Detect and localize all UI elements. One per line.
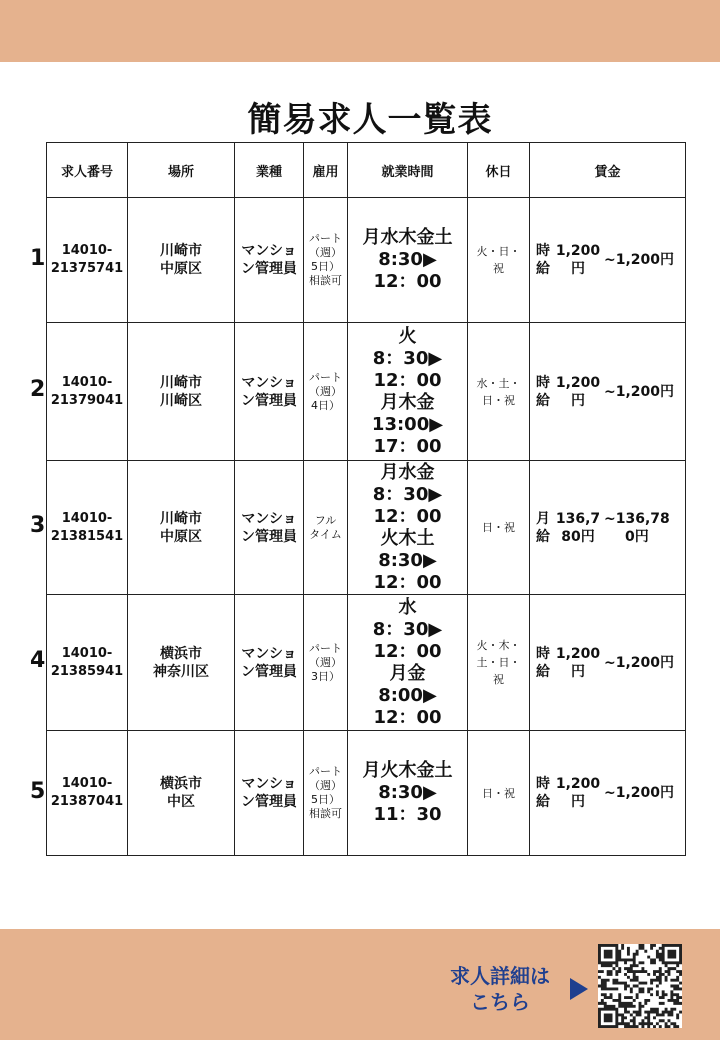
employment-cell: [304, 461, 348, 595]
wage-amount: [552, 374, 604, 410]
hours-cell-line: 12：00: [373, 640, 442, 662]
place-cell-line: 川崎市: [160, 510, 202, 527]
job-no-cell-line: 14010-: [61, 243, 113, 258]
job-type-cell: [235, 323, 304, 461]
job-no-cell: [47, 461, 128, 595]
job-type-cell-line: ン管理員: [241, 392, 297, 409]
wage-amount: [552, 645, 604, 681]
row-index: 5: [30, 778, 46, 804]
wage-unit-line: 時: [536, 776, 550, 792]
header-holidays: 休日: [468, 143, 530, 198]
job-type-cell-line: ン管理員: [241, 261, 297, 277]
wage-amt-line: 1,200: [555, 243, 601, 259]
holidays-cell-line: 祝: [493, 673, 504, 686]
holidays-cell-line: 水・土・: [476, 376, 521, 390]
job-no-cell-line: 21375741: [50, 261, 124, 276]
job-type-cell-line: マンショ: [241, 510, 297, 527]
job-type-cell-line: マンショ: [241, 243, 297, 259]
wage-amt-line: 1,200: [555, 645, 601, 662]
employment-cell-line: フル: [314, 513, 337, 527]
row-index: 4: [30, 648, 46, 673]
hours-cell-line: 火木土: [380, 527, 435, 549]
holidays-cell: [468, 595, 530, 731]
job-type-cell: [235, 198, 304, 323]
wage-amt-line: 円: [571, 261, 585, 277]
header-job-type: 業種: [235, 143, 304, 198]
wage-unit-line: 給: [536, 392, 550, 409]
table-row: [47, 198, 686, 323]
job-detail-link[interactable]: [430, 963, 570, 1015]
hours-cell-line: 月水金: [380, 461, 435, 483]
hours-cell-line: 12：00: [373, 571, 442, 593]
wage-unit: [534, 242, 552, 278]
holidays-cell-line: 祝: [493, 262, 504, 275]
employment-cell-line: （週）: [309, 384, 342, 398]
employment-cell-line: 相談可: [309, 274, 342, 287]
table-header-row: [47, 143, 686, 198]
wage-amount: [552, 510, 604, 546]
holidays-cell-line: 火・木・: [476, 639, 521, 652]
play-arrow-icon: [570, 978, 588, 1000]
job-no-cell-line: 21385941: [50, 663, 124, 679]
wage-amount: [552, 775, 604, 811]
place-cell-line: 横浜市: [160, 776, 202, 792]
job-no-cell: [47, 323, 128, 461]
wage-unit-line: 給: [536, 528, 550, 545]
detail-label-line-2: こちら: [470, 990, 530, 1014]
place-cell: [128, 595, 235, 731]
wage-amt-line: 136,7: [555, 510, 601, 527]
wage-range: [604, 784, 674, 802]
wage-range-line: ~1,200円: [604, 654, 675, 671]
hours-cell: [348, 461, 468, 595]
employment-cell-line: 相談可: [309, 807, 342, 820]
wage-range-line: ~1,200円: [604, 383, 675, 400]
wage-range: [604, 383, 674, 401]
hours-cell-line: 8：30▶: [372, 618, 443, 640]
hours-cell: [348, 595, 468, 731]
employment-cell: [304, 198, 348, 323]
wage-amt-line: 1,200: [555, 776, 601, 792]
wage-unit: [534, 645, 552, 681]
place-cell-line: 中原区: [160, 528, 202, 545]
job-no-cell-line: 14010-: [61, 776, 113, 791]
wage-unit-line: 時: [536, 645, 550, 662]
wage-cell: [530, 323, 686, 461]
hours-cell-line: 8：30▶: [372, 483, 443, 505]
wage-amt-line: 円: [571, 663, 585, 680]
wage-unit-line: 時: [536, 243, 550, 259]
header-hours: 就業時間: [348, 143, 468, 198]
wage-amt-line: 80円: [561, 528, 595, 545]
hours-cell-line: 月金: [389, 662, 426, 684]
job-no-cell-line: 21387041: [50, 794, 124, 809]
wage-range-line: ~1,200円: [604, 785, 675, 801]
hours-cell-line: 17：00: [373, 435, 442, 457]
job-type-cell-line: マンショ: [241, 645, 297, 662]
employment-cell-line: （週）: [309, 779, 342, 792]
hours-cell-line: 11：30: [373, 804, 442, 825]
job-type-cell-line: ン管理員: [241, 663, 297, 680]
wage-unit: [534, 775, 552, 811]
wage-range-line: 0円: [625, 528, 649, 545]
job-type-cell: [235, 461, 304, 595]
hours-cell: [348, 323, 468, 461]
hours-cell-line: 8:30▶: [378, 549, 437, 571]
job-type-cell: [235, 731, 304, 856]
employment-cell-line: パート: [309, 232, 342, 245]
job-type-cell-line: ン管理員: [241, 794, 297, 810]
employment-cell-line: パート: [309, 765, 342, 778]
row-index: 1: [30, 245, 46, 271]
employment-cell-line: パート: [309, 641, 342, 655]
wage-cell: [530, 595, 686, 731]
employment-cell-line: 3日）: [311, 669, 340, 683]
table-row: [47, 731, 686, 856]
hours-cell-line: 12：00: [373, 271, 442, 292]
wage-range-line: ~1,200円: [604, 252, 675, 268]
hours-cell-line: 13:00▶: [371, 413, 444, 435]
top-band: [0, 0, 720, 62]
wage-unit-line: 給: [536, 663, 550, 680]
holidays-cell: [468, 461, 530, 595]
wage-unit-line: 時: [536, 374, 550, 391]
detail-label-line-1: 求人詳細は: [450, 964, 550, 988]
job-type-cell-line: マンショ: [241, 776, 297, 792]
employment-cell-line: （週）: [309, 655, 342, 669]
wage-range: [604, 654, 674, 672]
header-job-no: 求人番号: [47, 143, 128, 198]
place-cell: [128, 731, 235, 856]
place-cell-line: 川崎市: [160, 374, 202, 391]
place-cell: [128, 198, 235, 323]
hours-cell-line: 8：30▶: [372, 347, 443, 369]
place-cell-line: 横浜市: [160, 645, 202, 662]
hours-cell-line: 水: [398, 596, 417, 618]
wage-range-line: ~136,78: [604, 510, 670, 527]
wage-amt-line: 円: [571, 794, 585, 810]
hours-cell-line: 月水木金土: [362, 227, 453, 248]
wage-unit-line: 給: [536, 794, 550, 810]
wage-cell: [530, 731, 686, 856]
header-place: 場所: [128, 143, 235, 198]
hours-cell-line: 12：00: [373, 369, 442, 391]
wage-range: [604, 510, 670, 546]
job-table: [46, 142, 686, 856]
job-no-cell-line: 21379041: [50, 392, 124, 408]
job-no-cell: [47, 595, 128, 731]
job-no-cell: [47, 731, 128, 856]
table-row: [47, 323, 686, 461]
employment-cell-line: タイム: [309, 527, 342, 541]
holidays-cell: [468, 323, 530, 461]
place-cell-line: 川崎市: [160, 243, 202, 259]
place-cell: [128, 461, 235, 595]
holidays-cell-line: 火・日・: [476, 245, 521, 258]
hours-cell-line: 8:30▶: [378, 782, 437, 803]
table-row: [47, 461, 686, 595]
employment-cell: [304, 595, 348, 731]
wage-range: [604, 251, 674, 269]
place-cell-line: 中原区: [160, 261, 202, 277]
header-wage: 賃金: [530, 143, 686, 198]
place-cell: [128, 323, 235, 461]
hours-cell-line: 火: [398, 325, 417, 347]
job-no-cell-line: 14010-: [61, 645, 113, 661]
hours-cell-line: 12：00: [373, 505, 442, 527]
holidays-cell-line: 日・祝: [482, 393, 515, 407]
holidays-cell: [468, 198, 530, 323]
holidays-cell-line: 土・日・: [476, 656, 521, 669]
wage-cell: [530, 198, 686, 323]
wage-amount: [552, 242, 604, 278]
header-employment: 雇用: [304, 143, 348, 198]
job-no-cell-line: 21381541: [50, 528, 124, 544]
holidays-cell: [468, 731, 530, 856]
place-cell-line: 川崎区: [160, 392, 202, 409]
employment-cell-line: （週）: [309, 246, 342, 259]
job-type-cell: [235, 595, 304, 731]
place-cell-line: 中区: [167, 794, 195, 810]
row-index: 3: [30, 513, 46, 538]
job-type-cell-line: ン管理員: [241, 528, 297, 545]
employment-cell-line: 5日）: [311, 793, 340, 806]
employment-cell: [304, 731, 348, 856]
wage-cell: [530, 461, 686, 595]
job-no-cell: [47, 198, 128, 323]
holidays-cell-line: 日・祝: [482, 786, 515, 800]
qr-code-icon[interactable]: [598, 944, 682, 1028]
wage-unit-line: 月: [536, 510, 550, 527]
wage-unit: [534, 510, 552, 546]
job-type-cell-line: マンショ: [241, 374, 297, 391]
wage-unit: [534, 374, 552, 410]
wage-unit-line: 給: [536, 261, 550, 277]
hours-cell-line: 月火木金土: [362, 760, 453, 781]
employment-cell-line: 5日）: [311, 260, 340, 273]
page-title: 簡易求人一覧表: [247, 100, 493, 140]
employment-cell-line: 4日）: [311, 398, 340, 412]
hours-cell-line: 8:00▶: [378, 684, 437, 706]
hours-cell-line: 12：00: [373, 706, 442, 728]
place-cell-line: 神奈川区: [153, 663, 209, 680]
hours-cell: [348, 731, 468, 856]
table-row: [47, 595, 686, 731]
qr-code-graphic: [598, 944, 682, 1028]
hours-cell-line: 月木金: [380, 391, 435, 413]
wage-amt-line: 円: [571, 392, 585, 409]
hours-cell: [348, 198, 468, 323]
holidays-cell-line: 日・祝: [482, 521, 515, 534]
job-no-cell-line: 14010-: [61, 510, 113, 526]
job-no-cell-line: 14010-: [61, 374, 113, 390]
employment-cell: [304, 323, 348, 461]
row-index: 2: [30, 377, 46, 402]
wage-amt-line: 1,200: [555, 374, 601, 391]
employment-cell-line: パート: [309, 370, 342, 384]
hours-cell-line: 8:30▶: [378, 249, 437, 270]
